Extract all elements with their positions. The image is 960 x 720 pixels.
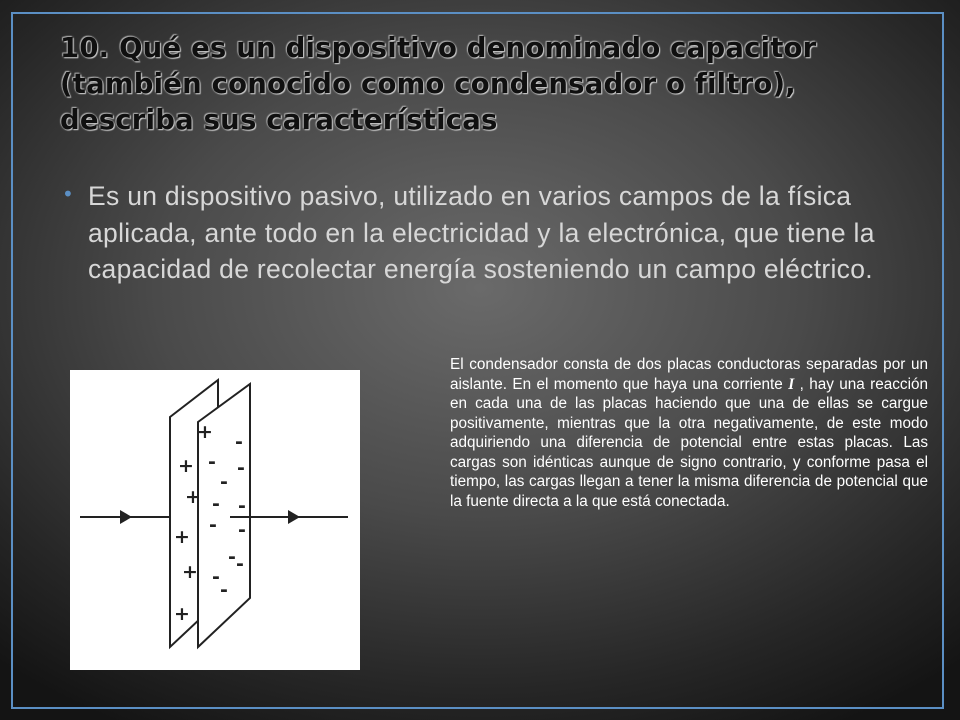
plus-charge: + xyxy=(182,561,198,583)
minus-charge: - xyxy=(220,471,228,493)
current-symbol: I xyxy=(788,375,795,393)
minus-charge: - xyxy=(209,514,217,536)
description-part-2: , hay una reacción en cada una de las placas haciendo que una de ellas se cargue positivamente, mientras que la otra negativamente, de este modo adquiriendo una diferencia de potencial entre estas placas. Las cargas son idénticas aunque de signo contrario, y conforme pasa el tiempo, las cargas llegan a tener la misma diferencia de potencial que la fuente directa a la que está conectada. xyxy=(450,375,928,510)
minus-charge: - xyxy=(238,519,246,541)
minus-charge: - xyxy=(238,495,246,517)
minus-charge: - xyxy=(228,546,236,568)
bullet-item xyxy=(62,178,907,288)
minus-charge: - xyxy=(236,553,244,575)
capacitor-diagram xyxy=(70,370,360,670)
minus-charge: - xyxy=(237,457,245,479)
capacitor-description xyxy=(450,355,928,511)
current-arrow-left xyxy=(120,510,132,524)
minus-charge: - xyxy=(208,451,216,473)
description-part-1: El condensador consta de dos placas conductoras separadas por un aislante. En el momento que haya una corriente xyxy=(450,356,928,393)
plus-charge: + xyxy=(178,455,194,477)
capacitor-illustration xyxy=(70,370,360,670)
current-arrow-right xyxy=(288,510,300,524)
minus-charge: - xyxy=(212,493,220,515)
minus-charge: - xyxy=(235,431,243,453)
plus-charge: + xyxy=(174,603,190,625)
plus-charge: + xyxy=(197,421,213,443)
minus-charge: - xyxy=(220,579,228,601)
slide-title: 10. Qué es un dispositivo denominado capacitor (también conocido como condensador o filtro), describa sus características xyxy=(60,32,817,136)
plus-charge: + xyxy=(174,526,190,548)
minus-charge: - xyxy=(212,566,220,588)
bullet-marker: • xyxy=(62,182,74,206)
plus-charge: + xyxy=(185,486,201,508)
bullet-text: Es un dispositivo pasivo, utilizado en varios campos de la física aplicada, ante todo en la electricidad y la electrónica, que tiene la capacidad de recolectar energía sosteniendo un campo eléctrico. xyxy=(88,181,875,284)
